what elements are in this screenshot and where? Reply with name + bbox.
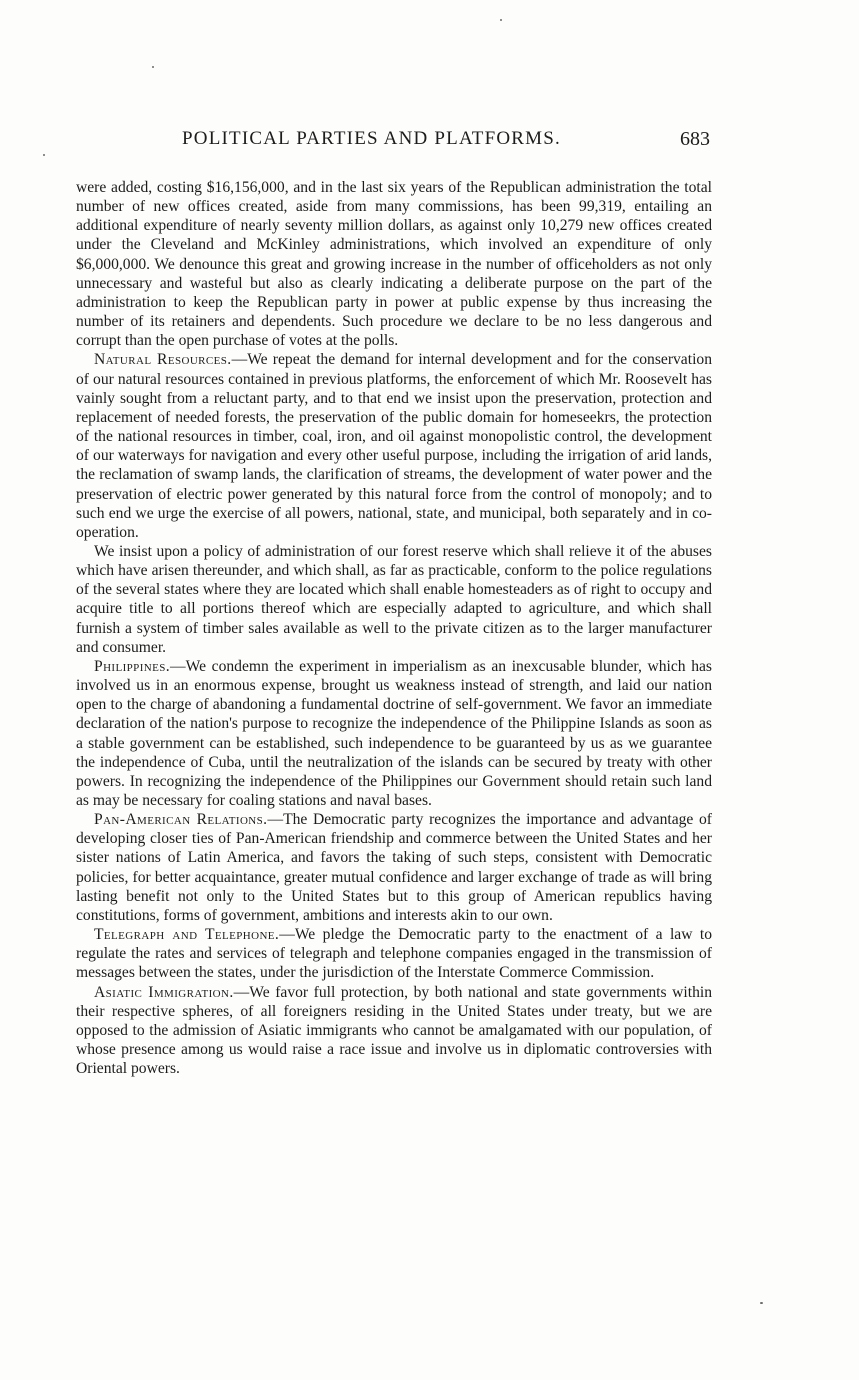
section-heading-telegraph-and-telephone: Telegraph and Telephone. <box>94 926 280 944</box>
running-head <box>76 128 712 156</box>
paragraph-asiatic-immigration <box>76 983 712 1079</box>
paragraph-text: —We repeat the demand for internal development and for the conservation of our natural resources contained in previous platforms, the enforcement of which Mr. Roosevelt has vainly sought from a reluctant party, and to that end we insist upon the preservation, protection and replacement of needed forests, the preservation of the public domain for homeseekrs, the protection of the national resources in timber, coal, iron, and oil against monopolistic control, the development of our waterways for navigation and every other useful purpose, including the irrigation of arid lands, the reclamation of swamp lands, the clarification of streams, the development of water power and the preservation of electric power generated by this natural force from the control of monopoly; and to such end we urge the exercise of all powers, national, state, and municipal, both separately and in co-operation. <box>76 351 712 541</box>
paragraph-natural-resources <box>76 350 712 542</box>
ink-speck <box>760 1302 763 1304</box>
section-heading-philippines: Philippines. <box>94 657 171 675</box>
ink-speck <box>152 66 154 68</box>
ink-speck <box>43 154 45 156</box>
paragraph-telegraph-and-telephone <box>76 925 712 982</box>
paragraph-officeholders <box>76 178 712 350</box>
paragraph-text: We insist upon a policy of administration of our forest reserve which shall relieve it of the abuses which have arisen thereunder, and which shall, as far as practicable, conform to the police regulations of the several states where they are located which shall enable homesteaders as of right to occupy and acquire title to all portions thereof which are especially adapted to agriculture, and which shall furnish a system of timber sales available as well to the private citizen as to the larger manufacturer and consumer. <box>76 542 712 656</box>
section-heading-asiatic-immigration: Asiatic Immigration. <box>94 983 234 1001</box>
paragraph-text: —We condemn the experiment in imperialism as an inexcusable blunder, which has involved us in an enormous expense, brought us weakness instead of strength, and laid our nation open to the charge of abandoning a fundamental doctrine of self-government. We favor an immediate declaration of the nation's purpose to recognize the independence of the Philippine Islands as soon as a stable government can be established, such independence to be guaranteed by us as we guarantee the independence of Cuba, until the neutralization of the islands can be secured by treaty with other powers. In recognizing the independence of the Philippines our Government should retain such land as may be necessary for coaling stations and naval bases. <box>76 657 712 809</box>
paragraph-philippines <box>76 657 712 810</box>
paragraph-forest-reserve <box>76 542 712 657</box>
page-number: 683 <box>680 128 710 150</box>
section-heading-natural-resources: Natural Resources. <box>94 351 232 369</box>
paragraph-text: —We pledge the Democratic party to the enactment of a law to regulate the rates and services of telegraph and telephone companies engaged in the transmission of messages between the states, under the jurisdiction of the Interstate Commerce Commission. <box>76 926 713 982</box>
section-heading-pan-american-relations: Pan-American Relations. <box>94 811 268 829</box>
paragraph-text: —The Democratic party recognizes the importance and advantage of developing closer ties of Pan-American friendship and commerce between the United States and her sister nations of Latin America, and favors the taking of such steps, consistent with Democratic policies, for better acquaintance, greater mutual confidence and larger exchange of trade as will bring lasting benefit not only to the United States but to this group of American republics having constitutions, forms of government, ambitions and interests akin to our own. <box>76 811 713 924</box>
paragraph-text: were added, costing $16,156,000, and in the last six years of the Republican administration the total number of new offices created, aside from many commissions, has been 99,319, entailing an additional expenditure of nearly seventy million dollars, as against only 10,279 new offices created under the Cleveland and McKinley administrations, which involved an expenditure of only $6,000,000. We denounce this great and growing increase in the number of officeholders as not only unnecessary and wasteful but also as clearly indicating a deliberate purpose on the part of the administration to keep the Republican party in power at public expense by thus increasing the number of its retainers and dependents. Such procedure we declare to be no less dangerous and corrupt than the open purchase of votes at the polls. <box>76 179 712 350</box>
paragraph-pan-american-relations <box>76 810 712 925</box>
running-title: POLITICAL PARTIES AND PLATFORMS. <box>182 128 561 149</box>
ink-speck <box>500 19 502 21</box>
body-text <box>76 178 712 1078</box>
paragraph-text: —We favor full protection, by both national and state governments within their respective spheres, of all foreigners residing in the United States under treaty, but we are opposed to the admission of Asiatic immigrants who cannot be amalgamated with our population, of whose presence among us would raise a race issue and involve us in diplomatic controversies with Oriental powers. <box>76 983 713 1078</box>
